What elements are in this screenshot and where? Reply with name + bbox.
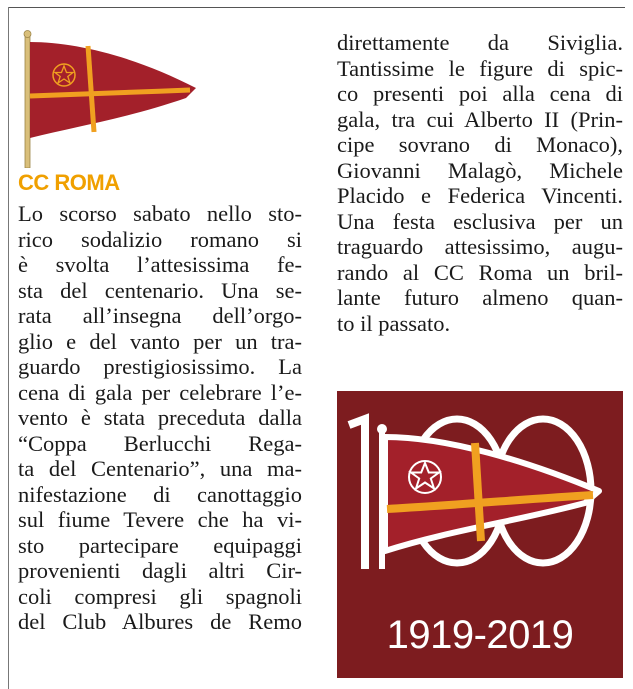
text-line: “Coppa Berlucchi Rega- xyxy=(18,430,302,456)
text-line: vento è stata preceduta dalla xyxy=(18,405,302,430)
text-line: Placido e Federica Vincenti. xyxy=(337,183,623,208)
text-line: è svolta l’attesissima fe- xyxy=(18,252,302,277)
text-line: Tantissime le figure di spic- xyxy=(337,55,623,81)
text-line: rico sodalizio romano si xyxy=(18,226,302,252)
text-line: cipe sovrano di Monaco), xyxy=(337,132,623,157)
text-line: Lo scorso sabato nello sto- xyxy=(18,201,302,226)
text-line: gala, tra cui Alberto II (Prin- xyxy=(337,106,623,132)
text-line: cena di gala per celebrare l’e- xyxy=(18,379,302,405)
text-line: sto partecipare equipaggi xyxy=(18,532,302,558)
text-line: glio e del vanto per un tra- xyxy=(18,328,302,354)
year-range: 1919-2019 xyxy=(386,613,574,657)
text-line: rata all’insegna dell’orgo- xyxy=(18,303,302,328)
centenary-logo xyxy=(337,391,623,678)
text-line: coli compresi gli spagnoli xyxy=(18,583,302,609)
club-pennant-logo xyxy=(18,28,200,168)
text-line: lante futuro almeno quan- xyxy=(337,285,623,310)
text-line: nifestazione di canottaggio xyxy=(18,481,302,507)
text-line: ta del Centenario”, una ma- xyxy=(18,456,302,481)
article-column-right xyxy=(337,30,623,336)
text-line: rando al CC Roma un bril- xyxy=(337,259,623,285)
text-line: sta del centenario. Una se- xyxy=(18,277,302,303)
section-label: CC ROMA xyxy=(18,170,120,195)
pennant-icon xyxy=(18,28,200,168)
text-line: Giovanni Malagò, Michele xyxy=(337,157,623,183)
top-rule xyxy=(8,7,625,8)
text-line: Una festa esclusiva per un xyxy=(337,208,623,234)
text-line: co presenti poi alla cena di xyxy=(337,81,623,106)
text-line: guardo prestigiosissimo. La xyxy=(18,354,302,379)
text-line: sul fiume Tevere che ha vi- xyxy=(18,507,302,532)
text-line: traguardo attesissimo, augu- xyxy=(337,234,623,259)
text-line: to il passato. xyxy=(337,310,451,336)
text-line: del Club Albures de Remo xyxy=(18,609,302,634)
text-line: provenienti dagli altri Cir- xyxy=(18,558,302,583)
text-line: direttamente da Siviglia. xyxy=(337,30,623,55)
left-rule xyxy=(8,7,9,689)
article-column-left xyxy=(18,201,302,635)
